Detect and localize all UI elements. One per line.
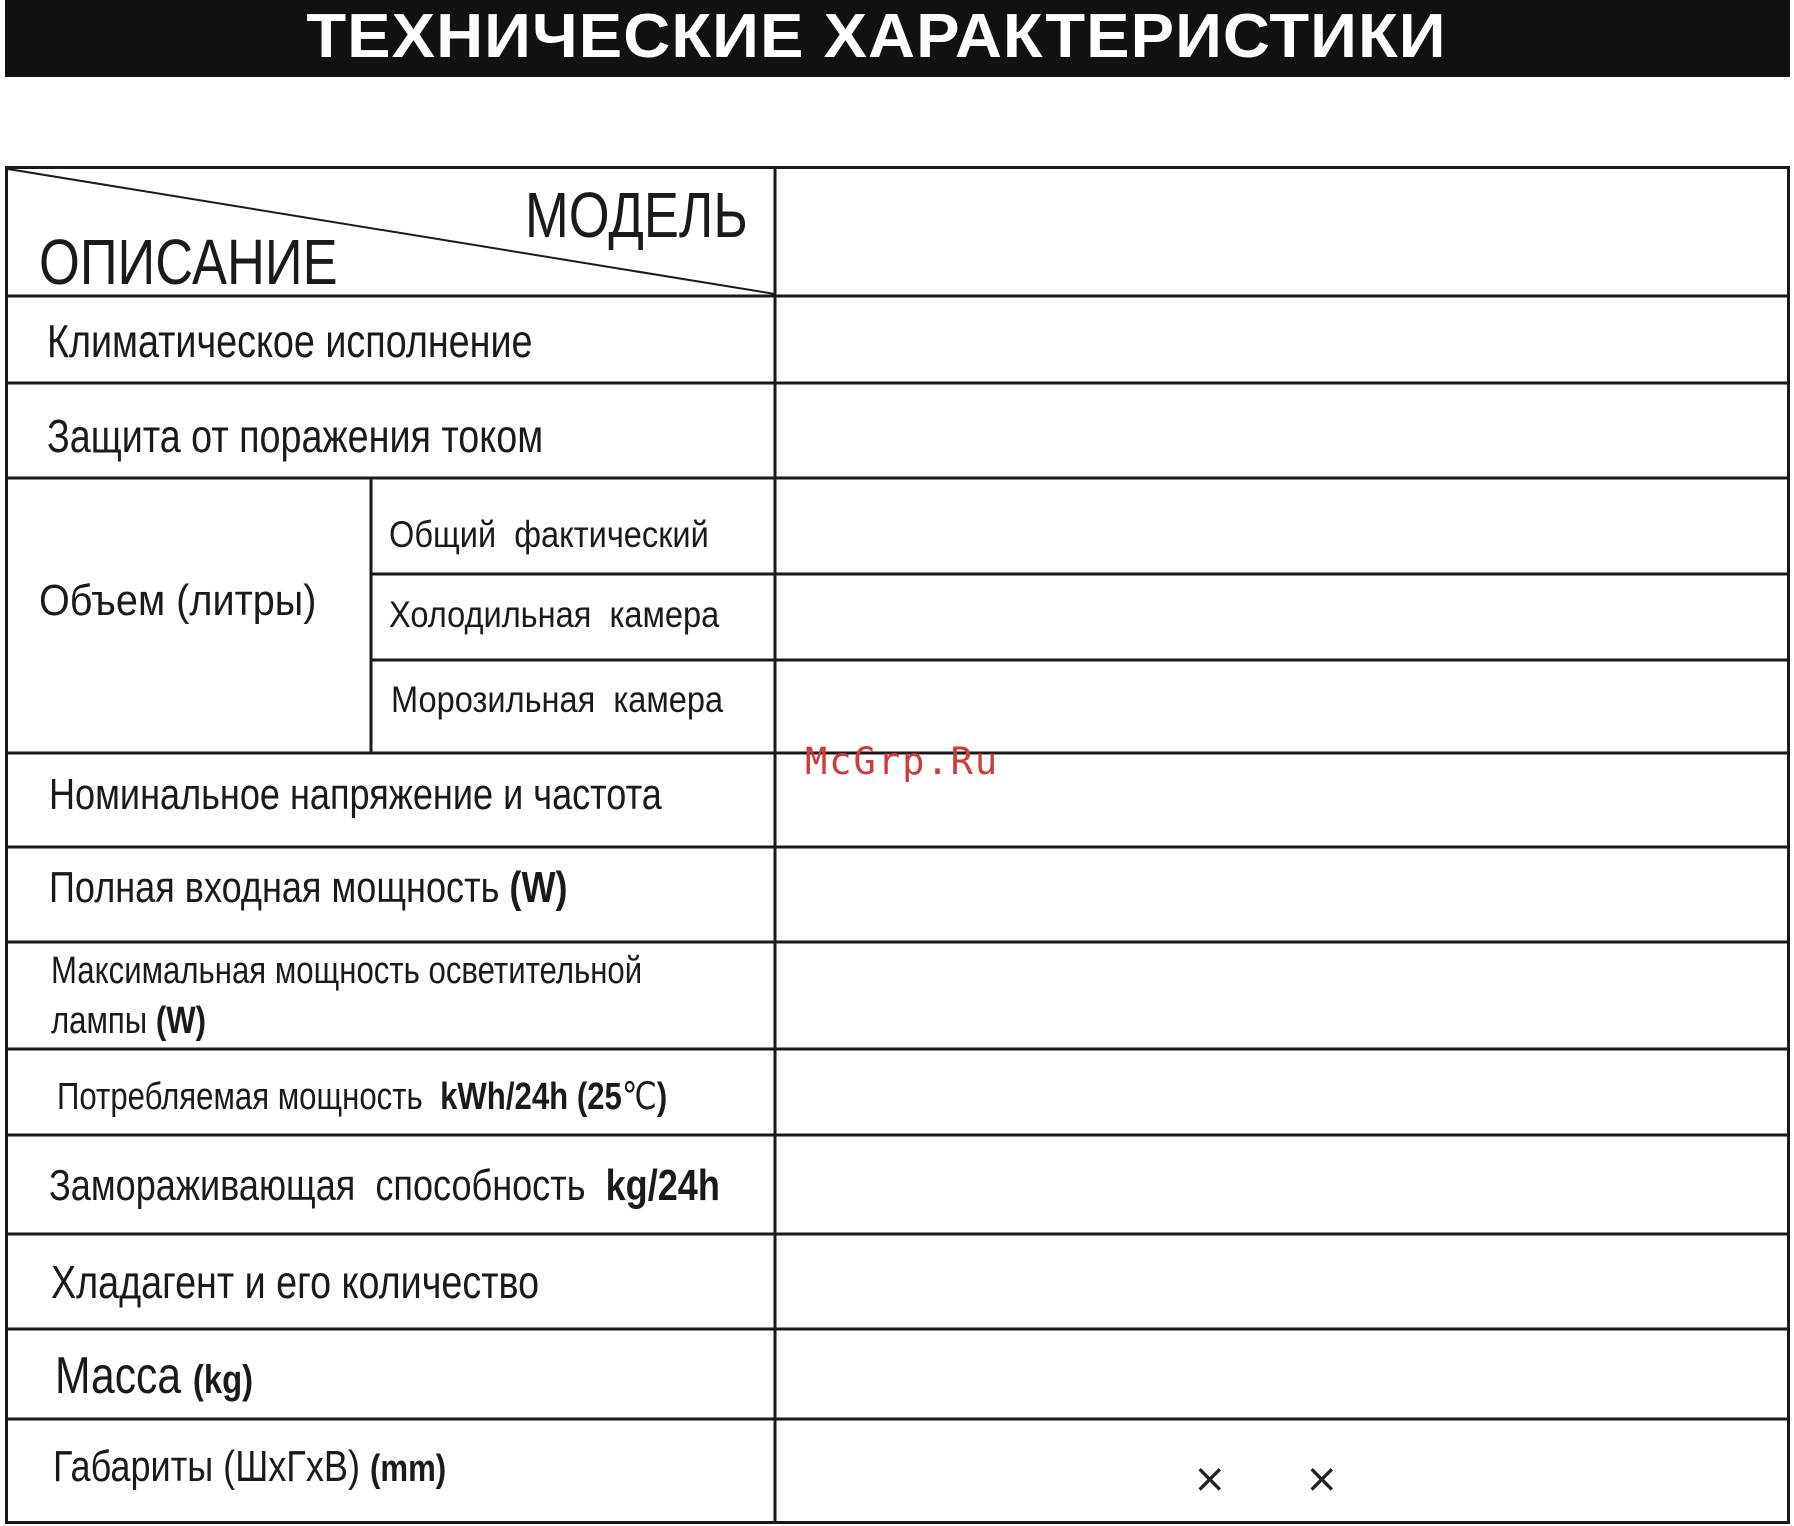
row-refrigerant-label: Хладагент и его количество [51, 1256, 540, 1308]
volume-freezer-label: Морозильная камера [391, 679, 724, 720]
table-border [7, 168, 1789, 1523]
dimension-separator: × [1305, 1456, 1339, 1502]
page-title: ТЕХНИЧЕСКИЕ ХАРАКТЕРИСТИКИ [306, 2, 1447, 71]
row-climate-label: Климатическое исполнение [47, 315, 533, 367]
table-grid [5, 166, 1790, 1524]
row-lamp-power-label-2: лампы (W) [51, 1000, 207, 1042]
volume-total-label: Общий фактический [389, 514, 709, 555]
model-header: МОДЕЛЬ [525, 179, 748, 251]
row-lamp-power-label: Максимальная мощность осветительной [51, 950, 643, 992]
row-consumption-label: Потребляемая мощность kWh/24h (25℃) [57, 1076, 668, 1118]
row-freezing-label: Замораживающая способность kg/24h [49, 1161, 720, 1210]
row-mass-label: Масса (kg) [55, 1347, 254, 1405]
row-volume-label: Объем (литры) [39, 576, 317, 625]
row-voltage-label: Номинальное напряжение и частота [49, 770, 662, 819]
row-shock-label: Защита от поражения током [47, 410, 544, 462]
title-bar [5, 0, 1790, 77]
volume-fridge-label: Холодильная камера [389, 594, 720, 635]
row-dimensions-label: Габариты (ШхГхВ) (mm) [53, 1442, 447, 1491]
dimension-separator: × [1193, 1456, 1227, 1502]
row-input-power-label: Полная входная мощность (W) [49, 863, 568, 912]
description-header: ОПИСАНИЕ [39, 226, 338, 298]
watermark-text: McGrp.Ru [805, 740, 1000, 783]
spec-table [5, 166, 1790, 1524]
